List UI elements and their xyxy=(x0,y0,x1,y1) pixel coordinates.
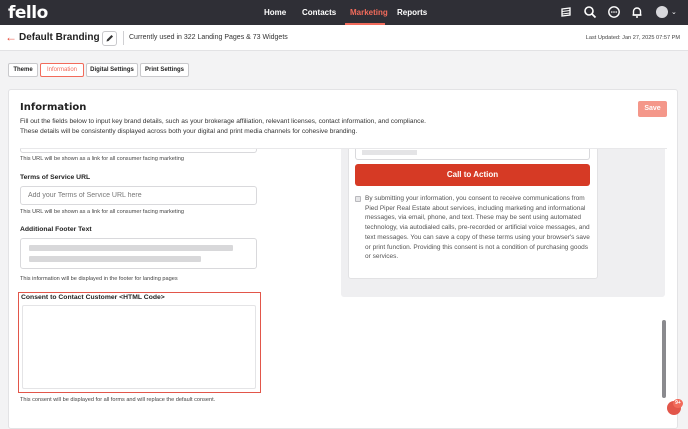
tab-print-settings[interactable]: Print Settings xyxy=(140,63,189,77)
header-divider xyxy=(123,31,124,45)
save-button[interactable]: Save xyxy=(638,101,667,117)
redacted-text xyxy=(29,245,233,251)
call-to-action-button[interactable]: Call to Action xyxy=(355,164,590,186)
tos-url-input[interactable] xyxy=(20,186,257,205)
consent-html-textarea[interactable] xyxy=(22,305,256,389)
privacy-url-help: This URL will be shown as a link for all consumer facing marketing xyxy=(20,156,184,162)
tos-url-label: Terms of Service URL xyxy=(20,174,91,181)
tab-theme[interactable]: Theme xyxy=(8,63,38,77)
tab-information[interactable]: Information xyxy=(40,63,84,77)
nav-item-reports[interactable]: Reports xyxy=(397,8,428,17)
footer-text-label: Additional Footer Text xyxy=(20,226,92,233)
page-header xyxy=(0,25,688,51)
app-logo[interactable]: fello xyxy=(8,3,48,23)
nav-item-home[interactable]: Home xyxy=(264,8,287,17)
redacted-text xyxy=(29,256,201,262)
tos-url-help: This URL will be shown as a link for all consumer facing marketing xyxy=(20,209,184,215)
notification-badge: 9+ xyxy=(673,399,683,408)
footer-text-help: This information will be displayed in the footer for landing pages xyxy=(20,276,178,282)
pencil-icon xyxy=(103,32,116,45)
back-arrow-icon[interactable]: ← xyxy=(5,30,17,44)
consent-html-label: Consent to Contact Customer <HTML Code> xyxy=(21,294,165,301)
edit-title-button[interactable] xyxy=(102,31,117,46)
nav-item-marketing[interactable]: Marketing xyxy=(350,8,388,17)
scrollbar[interactable] xyxy=(662,320,666,398)
description-line: These details will be consistently displayed across both your digital and print media channels for cohesive branding. xyxy=(20,128,358,135)
page-title: Default Branding xyxy=(19,32,100,43)
form-preview xyxy=(348,149,598,279)
avatar[interactable] xyxy=(656,6,668,18)
privacy-url-input[interactable] xyxy=(20,149,257,153)
nav-item-contacts[interactable]: Contacts xyxy=(302,8,337,17)
chevron-down-icon[interactable]: ⌄ xyxy=(671,9,677,16)
consent-field-highlight xyxy=(18,292,261,393)
information-card xyxy=(8,89,678,429)
redacted-text xyxy=(362,150,417,155)
tab-digital-settings[interactable]: Digital Settings xyxy=(86,63,138,77)
search-icon[interactable] xyxy=(583,5,597,19)
section-title: Information xyxy=(20,102,87,113)
consent-text: By submitting your information, you consent to receive communications from Pied Piper Real Estate about services, including marketing and informational messages, via email, phone, and text. These may be sent using automated technology, via autodialed calls, pre-recorded or artificial voice messages, and text messages. You can save a copy of these terms using your browser's save or print function. Providing this consent is not a condition of purchasing goods or services. xyxy=(365,195,590,261)
book-stack-icon[interactable] xyxy=(559,5,573,19)
bell-icon[interactable] xyxy=(630,5,644,19)
chat-bubble-icon[interactable] xyxy=(607,5,621,19)
section-description xyxy=(20,117,500,137)
usage-text: Currently used in 322 Landing Pages & 73 Widgets xyxy=(129,34,288,41)
preview-input xyxy=(355,149,590,160)
form-scroll-area[interactable] xyxy=(9,149,678,429)
consent-checkbox[interactable] xyxy=(355,196,361,202)
consent-html-help: This consent will be displayed for all forms and will replace the default consent. xyxy=(20,397,216,403)
top-nav-bar xyxy=(0,0,688,25)
preview-panel xyxy=(341,149,665,297)
last-updated-text: Last Updated: Jan 27, 2025 07:57 PM xyxy=(585,35,680,41)
footer-text-input[interactable] xyxy=(20,238,257,269)
description-line: Fill out the fields below to input key brand details, such as your brokerage affiliation, relevant licenses, contact information, and compliance. xyxy=(20,118,426,125)
